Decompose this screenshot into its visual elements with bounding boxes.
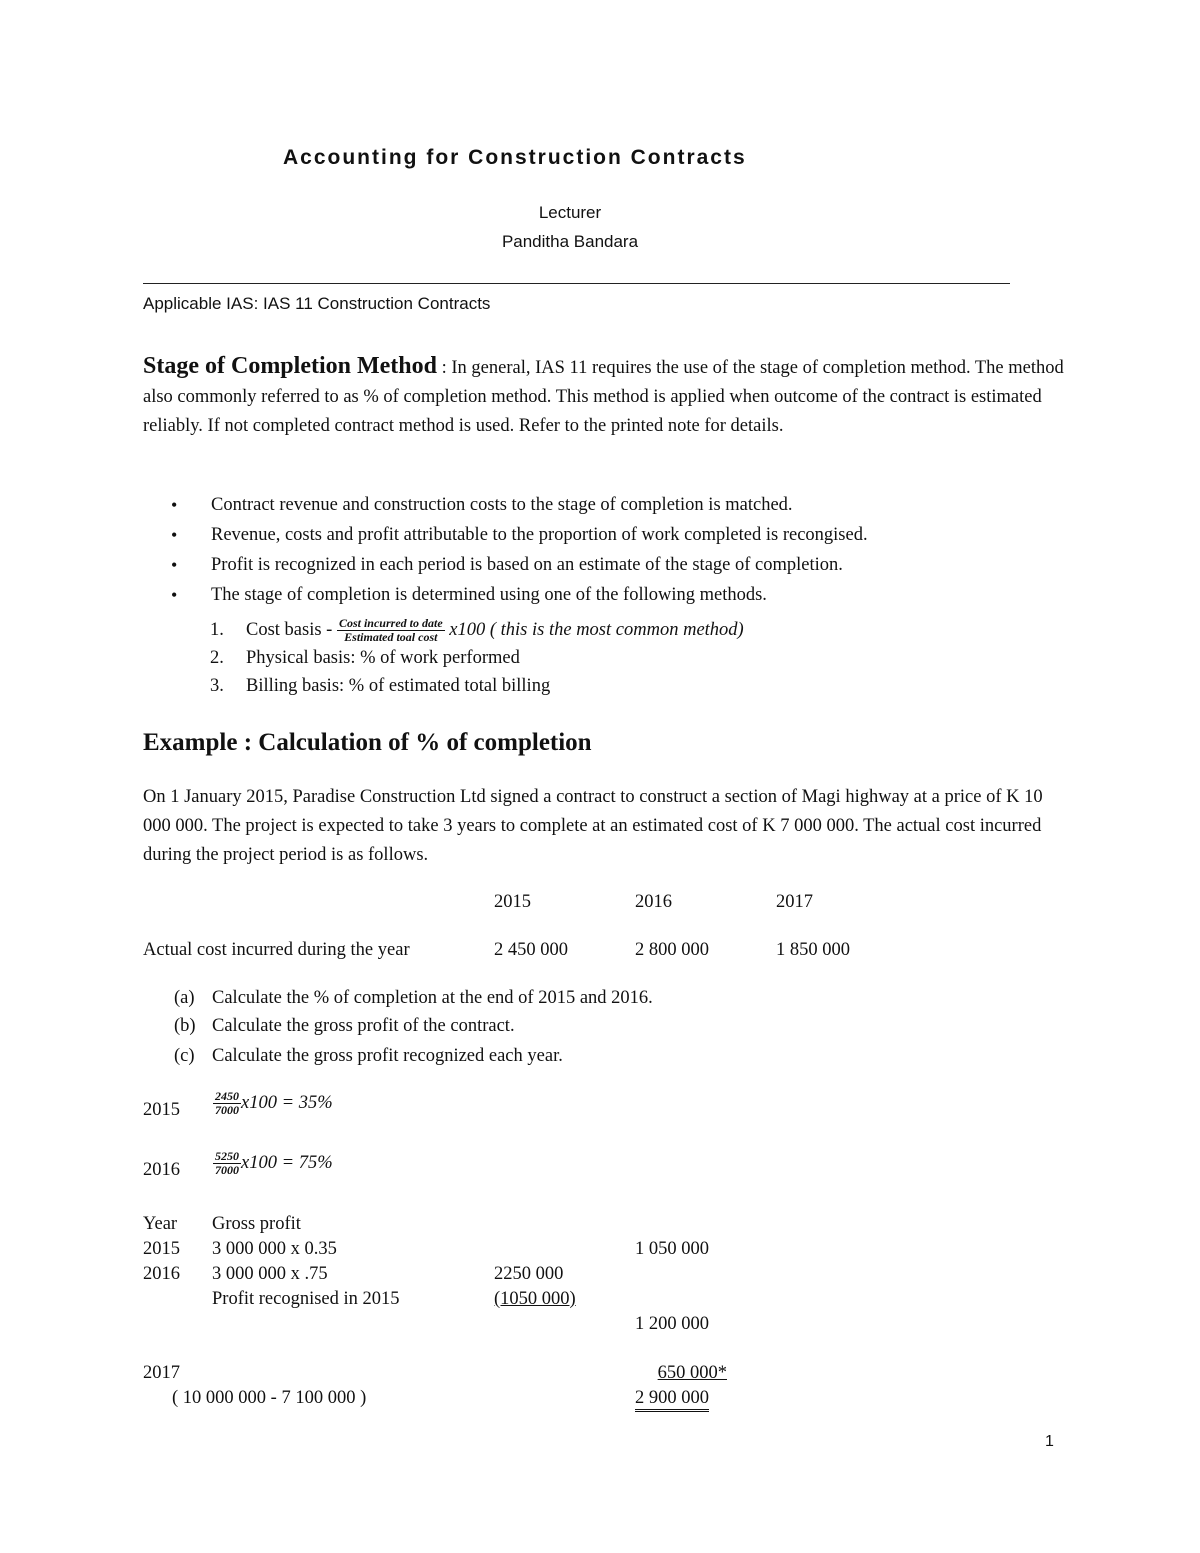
gp-year: 2016 bbox=[143, 1264, 180, 1284]
methods-list bbox=[210, 616, 744, 700]
table-year-header: 2017 bbox=[776, 892, 813, 912]
question-text: Calculate the % of completion at the end of 2015 and 2016. bbox=[212, 988, 653, 1008]
method-text: Physical basis: % of work performed bbox=[246, 648, 520, 668]
gp-grand-total: 2 900 000 bbox=[635, 1388, 709, 1412]
stage-heading: Stage of Completion Method bbox=[143, 353, 437, 379]
table-cell: 2 450 000 bbox=[494, 940, 568, 960]
gp-header-profit: Gross profit bbox=[212, 1214, 301, 1234]
table-cell: 1 850 000 bbox=[776, 940, 850, 960]
method-billing-basis bbox=[210, 672, 744, 700]
applicable-standard: Applicable IAS: IAS 11 Construction Contracts bbox=[143, 294, 491, 313]
method-number: 3. bbox=[210, 676, 224, 696]
method-number: 2. bbox=[210, 648, 224, 668]
bullet-item: • Revenue, costs and profit attributable to the proportion of work completed is recongised. bbox=[143, 520, 868, 550]
gp-desc: 3 000 000 x 0.35 bbox=[212, 1239, 337, 1259]
calc-result: x100 = 35% bbox=[241, 1092, 333, 1113]
calc-fraction bbox=[213, 1150, 241, 1177]
gp-year: 2015 bbox=[143, 1239, 180, 1259]
calc-2016-formula bbox=[213, 1150, 333, 1177]
gp-total: 1 050 000 bbox=[635, 1239, 709, 1259]
example-paragraph: On 1 January 2015, Paradise Construction Ltd signed a contract to construct a section of Magi highway at a price of K 10 000 000. The project is expected to take 3 years to complete at an estimated cost of K 7 000 000. The actual cost incurred during the project period is as follows. bbox=[143, 787, 1043, 865]
gp-desc: ( 10 000 000 - 7 100 000 ) bbox=[172, 1388, 367, 1408]
fraction-denominator: Estimated toal cost bbox=[344, 630, 438, 645]
method-physical-basis bbox=[210, 644, 744, 672]
table-year-header: 2015 bbox=[494, 892, 531, 912]
table-year-header: 2016 bbox=[635, 892, 672, 912]
gp-year: 2017 bbox=[143, 1363, 180, 1383]
gp-desc: 3 000 000 x .75 bbox=[212, 1264, 328, 1284]
cost-basis-formula: x100 ( this is the most common method) bbox=[444, 620, 744, 640]
calc-result: x100 = 75% bbox=[241, 1152, 333, 1173]
lecturer-label: Lecturer bbox=[538, 203, 602, 222]
fraction-denominator: 7000 bbox=[215, 1163, 239, 1177]
question-text: Calculate the gross profit of the contract. bbox=[212, 1016, 515, 1036]
stage-paragraph bbox=[143, 352, 1068, 441]
calc-2015-formula bbox=[213, 1090, 333, 1117]
fraction-numerator: 2450 bbox=[215, 1089, 239, 1103]
gp-total: 650 000* bbox=[657, 1363, 727, 1383]
question-label: (c) bbox=[174, 1046, 195, 1066]
method-label: Cost basis - bbox=[246, 620, 337, 640]
fraction-numerator: 5250 bbox=[215, 1149, 239, 1163]
method-text: Billing basis: % of estimated total billing bbox=[246, 676, 551, 696]
table-row-label: Actual cost incurred during the year bbox=[143, 940, 410, 960]
method-number: 1. bbox=[210, 620, 224, 640]
calc-year: 2015 bbox=[143, 1100, 180, 1120]
bullet-list bbox=[143, 490, 868, 610]
gp-desc: Profit recognised in 2015 bbox=[212, 1289, 400, 1309]
fraction-denominator: 7000 bbox=[215, 1103, 239, 1117]
fraction-numerator: Cost incurred to date bbox=[338, 616, 443, 631]
method-cost-basis bbox=[210, 616, 744, 644]
bullet-item: • The stage of completion is determined using one of the following methods. bbox=[143, 580, 868, 610]
table-cell: 2 800 000 bbox=[635, 940, 709, 960]
gp-header-year: Year bbox=[143, 1214, 178, 1234]
header-divider bbox=[143, 283, 1010, 284]
cost-basis-fraction bbox=[337, 617, 445, 644]
bullet-item: • Profit is recognized in each period is based on an estimate of the stage of completion. bbox=[143, 550, 868, 580]
document-title: Accounting for Construction Contracts bbox=[283, 146, 747, 169]
question-label: (a) bbox=[174, 988, 195, 1008]
bullet-item: • Contract revenue and construction costs to the stage of completion is matched. bbox=[143, 490, 868, 520]
calc-year: 2016 bbox=[143, 1160, 180, 1180]
gp-total: 1 200 000 bbox=[635, 1314, 709, 1334]
gp-amount: (1050 000) bbox=[494, 1289, 576, 1309]
calc-fraction bbox=[213, 1090, 241, 1117]
lecturer-name: Panditha Bandara bbox=[501, 232, 639, 251]
page-number: 1 bbox=[1045, 1433, 1054, 1450]
gp-amount: 2250 000 bbox=[494, 1264, 564, 1284]
stage-intro: : In general, IAS 11 requires the use of the stage of completion method. The method also commonly referred to as % of completion method. This method is applied when outcome of the contract is estimated reliably. If not completed contract method is used. Refer to the printed note for details. bbox=[143, 358, 1064, 436]
question-label: (b) bbox=[174, 1016, 196, 1036]
question-text: Calculate the gross profit recognized each year. bbox=[212, 1046, 563, 1066]
example-heading: Example : Calculation of % of completion bbox=[143, 729, 592, 756]
